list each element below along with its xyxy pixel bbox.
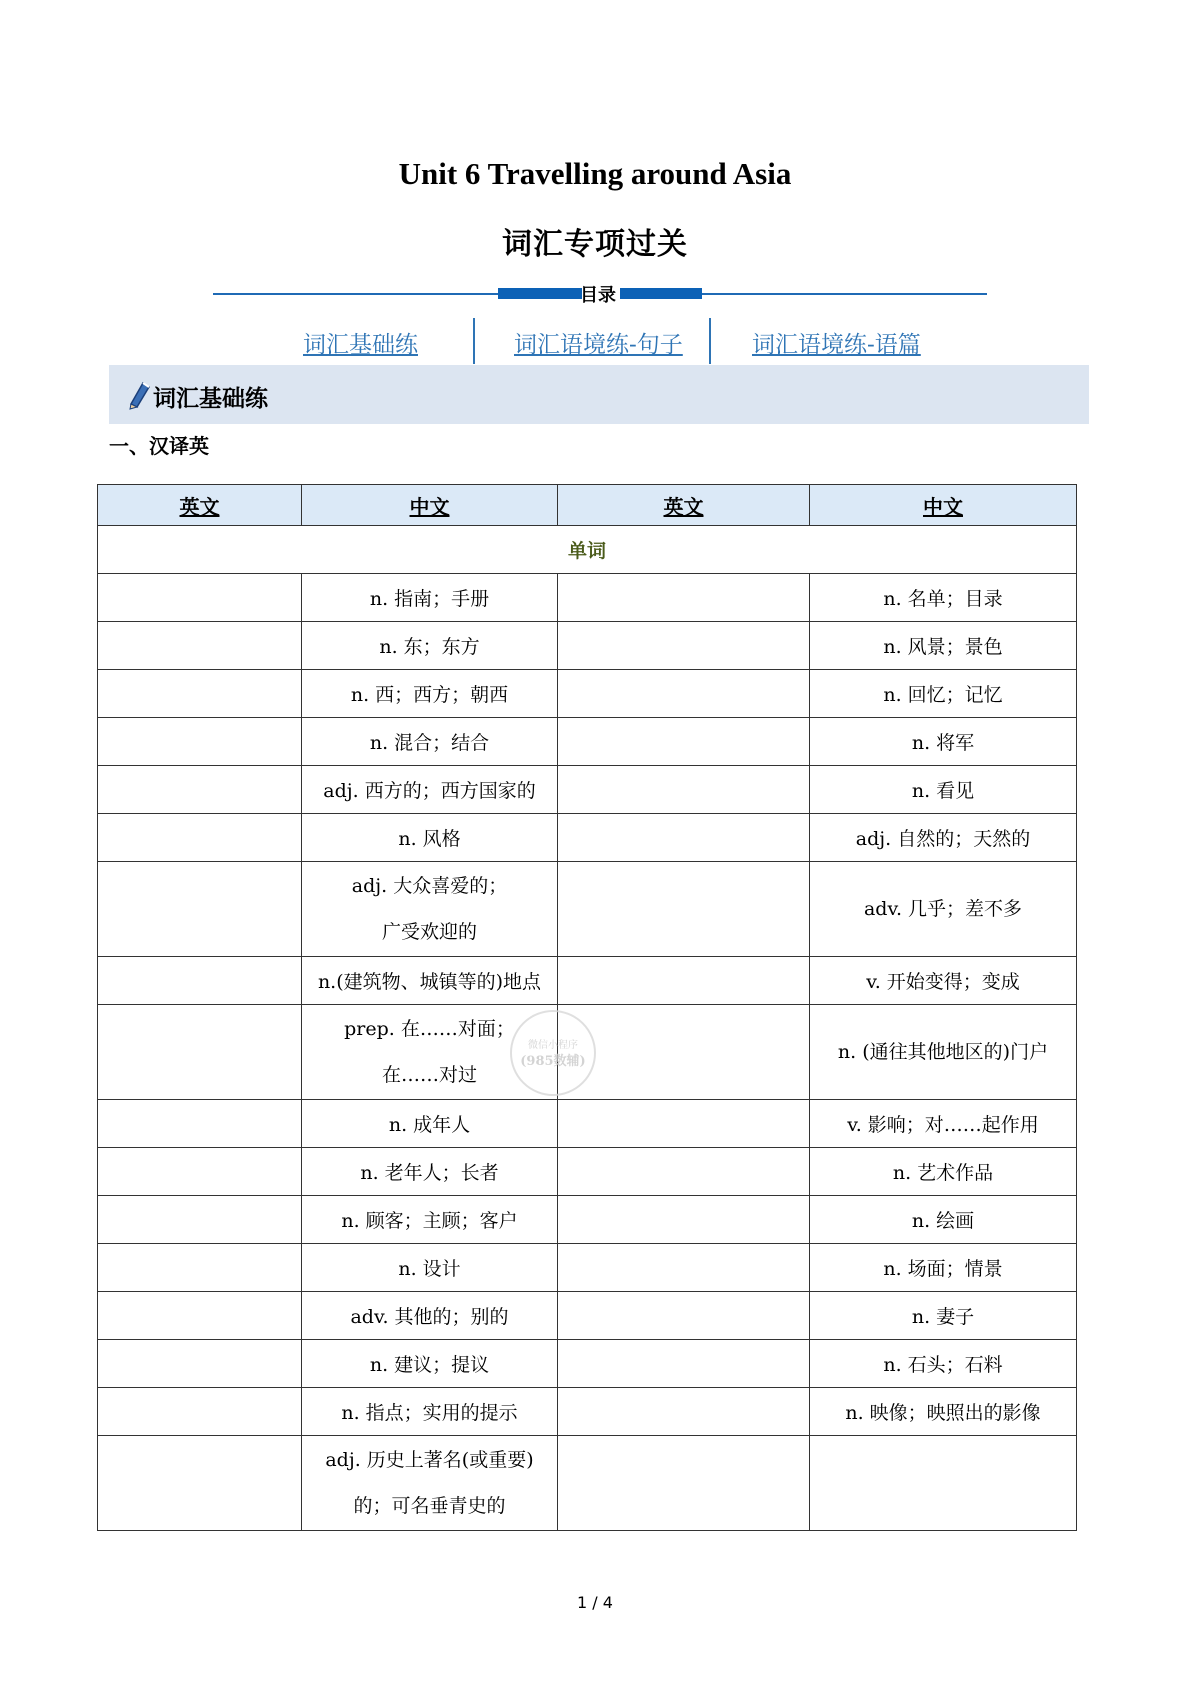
english-answer-cell[interactable]: [558, 1148, 810, 1196]
table-row: [98, 814, 1077, 862]
chinese-cell: [810, 1436, 1077, 1531]
table-row: [98, 957, 1077, 1005]
english-answer-cell[interactable]: [98, 814, 302, 862]
chinese-line: adj. 大众喜爱的；: [351, 875, 508, 897]
watermark-line: (985数辅): [520, 1054, 586, 1069]
english-answer-cell[interactable]: [558, 814, 810, 862]
category-label: 单词: [98, 526, 1077, 574]
toc-divider-left: [213, 293, 498, 295]
english-answer-cell[interactable]: [558, 1100, 810, 1148]
chinese-cell: n. 场面；情景: [810, 1244, 1077, 1292]
category-row: [98, 526, 1077, 574]
toc-links: [260, 318, 950, 364]
document-subtitle: 词汇专项过关: [502, 227, 688, 262]
part-heading: 一、汉译英: [109, 434, 209, 458]
table-row: [98, 1388, 1077, 1436]
toc-link-vocab-sentence[interactable]: 词汇语境练-句子: [514, 332, 683, 358]
chinese-cell: n. 风格: [302, 814, 558, 862]
chinese-cell: n. 东；东方: [302, 622, 558, 670]
chinese-cell: adj. 自然的；天然的: [810, 814, 1077, 862]
toc-separator: [473, 318, 475, 364]
english-answer-cell[interactable]: [558, 718, 810, 766]
english-answer-cell[interactable]: [558, 1244, 810, 1292]
table-row: [98, 1340, 1077, 1388]
table-row: [98, 1148, 1077, 1196]
section-title: 词汇基础练: [153, 386, 268, 412]
english-answer-cell[interactable]: [558, 1340, 810, 1388]
table-header-row: [98, 485, 1077, 526]
english-answer-cell[interactable]: [98, 1148, 302, 1196]
chinese-cell: n. 设计: [302, 1244, 558, 1292]
chinese-cell: n. 映像；映照出的影像: [810, 1388, 1077, 1436]
english-answer-cell[interactable]: [98, 1244, 302, 1292]
english-answer-cell[interactable]: [558, 1436, 810, 1531]
table-row: [98, 1100, 1077, 1148]
english-answer-cell[interactable]: [98, 1436, 302, 1531]
header-english: 英文: [98, 485, 302, 526]
english-answer-cell[interactable]: [558, 670, 810, 718]
chinese-cell: n. 老年人；长者: [302, 1148, 558, 1196]
chinese-cell: n. 石头；石料: [810, 1340, 1077, 1388]
chinese-cell: n. 西；西方；朝西: [302, 670, 558, 718]
english-answer-cell[interactable]: [98, 622, 302, 670]
chinese-line: 广受欢迎的: [381, 921, 477, 943]
chinese-cell: n. 风景；景色: [810, 622, 1077, 670]
english-answer-cell[interactable]: [558, 622, 810, 670]
english-answer-cell[interactable]: [98, 862, 302, 957]
english-answer-cell[interactable]: [98, 1292, 302, 1340]
chinese-line: 的；可名垂青史的: [353, 1495, 506, 1517]
watermark-line: 微信小程序: [528, 1040, 578, 1051]
table-row: [98, 1196, 1077, 1244]
table-row: [98, 766, 1077, 814]
document-title: Unit 6 Travelling around Asia: [398, 156, 792, 191]
vocab-table: [97, 484, 1077, 1531]
english-answer-cell[interactable]: [558, 1196, 810, 1244]
english-answer-cell[interactable]: [558, 766, 810, 814]
toc-label: 目录: [580, 285, 616, 306]
header-chinese: 中文: [810, 485, 1077, 526]
chinese-cell: adv. 几乎；差不多: [810, 862, 1077, 957]
watermark-stamp: [510, 1010, 596, 1096]
chinese-cell: v. 影响；对……起作用: [810, 1100, 1077, 1148]
chinese-cell: n.(建筑物、城镇等的)地点: [302, 957, 558, 1005]
chinese-cell: [302, 1436, 558, 1531]
table-row: [98, 574, 1077, 622]
toc-separator: [709, 318, 711, 364]
chinese-line: adj. 历史上著名(或重要): [325, 1449, 534, 1471]
english-answer-cell[interactable]: [98, 1340, 302, 1388]
english-answer-cell[interactable]: [98, 957, 302, 1005]
page-number: 1 / 4: [577, 1593, 613, 1612]
table-row: [98, 622, 1077, 670]
chinese-cell: n. 名单；目录: [810, 574, 1077, 622]
chinese-cell: n. 妻子: [810, 1292, 1077, 1340]
chinese-cell: [302, 862, 558, 957]
chinese-cell: n. 建议；提议: [302, 1340, 558, 1388]
section-header: [109, 365, 1089, 424]
table-row: [98, 670, 1077, 718]
pencil-icon: [125, 380, 151, 410]
table-row: [98, 718, 1077, 766]
english-answer-cell[interactable]: [98, 718, 302, 766]
chinese-line: 在……对过: [381, 1064, 477, 1086]
english-answer-cell[interactable]: [558, 1388, 810, 1436]
table-row: [98, 1436, 1077, 1531]
chinese-cell: adj. 西方的；西方国家的: [302, 766, 558, 814]
chinese-cell: adv. 其他的；别的: [302, 1292, 558, 1340]
chinese-cell: n. 回忆；记忆: [810, 670, 1077, 718]
toc-link-vocab-basic[interactable]: 词汇基础练: [303, 332, 418, 358]
chinese-cell: n. 成年人: [302, 1100, 558, 1148]
chinese-cell: n. 指南；手册: [302, 574, 558, 622]
english-answer-cell[interactable]: [98, 766, 302, 814]
english-answer-cell[interactable]: [558, 957, 810, 1005]
english-answer-cell[interactable]: [98, 1100, 302, 1148]
table-row: [98, 862, 1077, 957]
chinese-line: prep. 在……对面；: [344, 1018, 515, 1040]
chinese-cell: n. 看见: [810, 766, 1077, 814]
english-answer-cell[interactable]: [558, 862, 810, 957]
header-english: 英文: [558, 485, 810, 526]
english-answer-cell[interactable]: [98, 1196, 302, 1244]
english-answer-cell[interactable]: [558, 574, 810, 622]
english-answer-cell[interactable]: [98, 670, 302, 718]
english-answer-cell[interactable]: [558, 1292, 810, 1340]
chinese-cell: n. 顾客；主顾；客户: [302, 1196, 558, 1244]
chinese-cell: v. 开始变得；变成: [810, 957, 1077, 1005]
table-row: [98, 1244, 1077, 1292]
chinese-cell: n. 将军: [810, 718, 1077, 766]
english-answer-cell[interactable]: [98, 1005, 302, 1100]
english-answer-cell[interactable]: [98, 574, 302, 622]
english-answer-cell[interactable]: [98, 1388, 302, 1436]
chinese-cell: n. 混合；结合: [302, 718, 558, 766]
table-row: [98, 1292, 1077, 1340]
header-chinese: 中文: [302, 485, 558, 526]
chinese-cell: n. 艺术作品: [810, 1148, 1077, 1196]
toc-link-vocab-passage[interactable]: 词汇语境练-语篇: [752, 332, 921, 358]
toc-bar-right: [620, 288, 702, 299]
toc-divider-right: [702, 293, 987, 295]
chinese-cell: n. 指点；实用的提示: [302, 1388, 558, 1436]
chinese-cell: n. (通往其他地区的)门户: [810, 1005, 1077, 1100]
chinese-cell: n. 绘画: [810, 1196, 1077, 1244]
